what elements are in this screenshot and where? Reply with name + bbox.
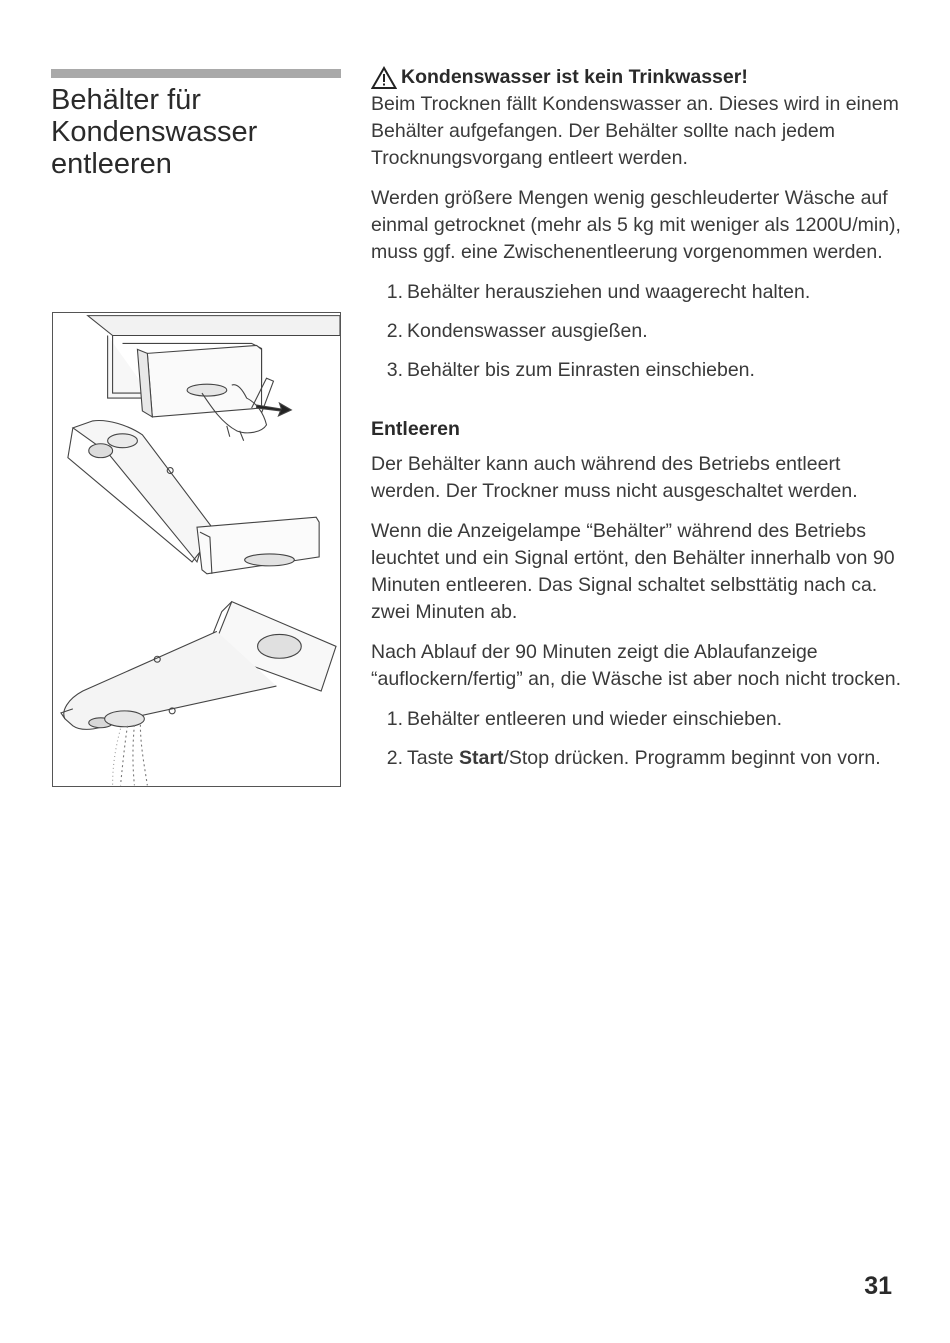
warning-title: Kondenswasser ist kein Trinkwasser! xyxy=(401,66,748,88)
list-item: 1. Behälter entleeren und wieder einschieben. xyxy=(386,708,783,730)
subheading-entleeren: Entleeren xyxy=(371,418,460,440)
list-item: 1. Behälter herausziehen und waagerecht halten. xyxy=(386,281,811,303)
steps-list-1 xyxy=(371,279,901,384)
list-item: 2. Kondenswasser ausgießen. xyxy=(386,320,648,342)
page-title-line-2: Kondenswasser xyxy=(51,116,258,148)
large-loads-paragraph: Werden größere Mengen wenig geschleuderter Wäsche auf einmal getrocknet (mehr als 5 kg mit weniger als 1200U/min), muss ggf. eine Zwischenentleerung vorgenommen werden. xyxy=(371,187,901,263)
indicator-lamp-paragraph: Wenn die Anzeigelampe “Behälter” während des Betriebs leuchtet und ein Signal ertönt, den Behälter innerhalb von 90 Minuten entleeren. Das Signal schaltet selbsttätig nach ca. zwei Minuten ab. xyxy=(371,520,895,623)
list-item: 2. Taste Start/Stop drücken. Programm beginnt von vorn. xyxy=(386,747,881,769)
start-key-label: Start xyxy=(459,747,504,769)
illustration-drawing xyxy=(53,313,340,786)
container-emptying-illustration xyxy=(52,312,341,787)
list-item: 3. Behälter bis zum Einrasten einschieben. xyxy=(386,359,755,381)
page-title xyxy=(51,84,341,180)
during-operation-paragraph: Der Behälter kann auch während des Betriebs entleert werden. Der Trockner muss nicht ausgeschaltet werden. xyxy=(371,453,858,502)
after-90-minutes-paragraph: Nach Ablauf der 90 Minuten zeigt die Ablaufanzeige “auflockern/fertig” an, die Wäsche ist aber noch nicht trocken. xyxy=(371,641,902,690)
heading-rule-bar xyxy=(51,69,341,78)
page-number: 31 xyxy=(864,1272,892,1300)
warning-triangle-icon xyxy=(371,66,397,90)
main-text-column xyxy=(371,64,901,785)
page-title-line-3: entleeren xyxy=(51,148,172,180)
steps-list-2 xyxy=(371,706,901,772)
warning-heading xyxy=(371,64,901,91)
page-title-line-1: Behälter für xyxy=(51,84,201,116)
warning-body: Beim Trocknen fällt Kondenswasser an. Dieses wird in einem Behälter aufgefangen. Der Behälter sollte nach jedem Trocknungsvorgang entleert werden. xyxy=(371,93,899,169)
